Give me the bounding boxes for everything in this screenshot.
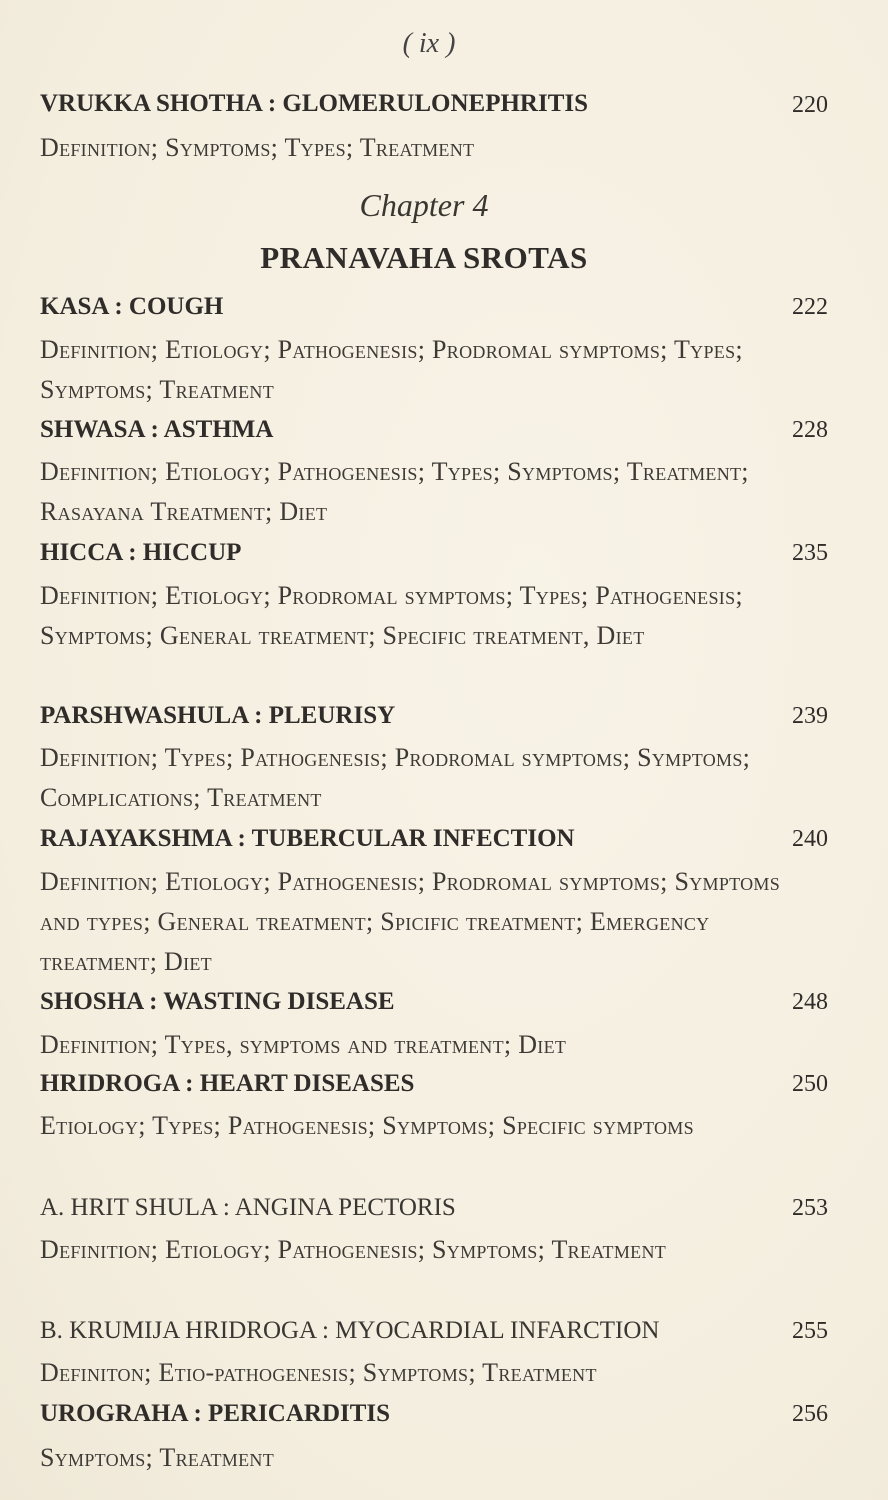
entry-page: 240 (792, 826, 828, 852)
entry-desc: Definition; Etiology; Pathogenesis; Types; Symptoms; Treatment; Rasayana Treatment; Diet (40, 457, 749, 526)
entry-title: B. KRUMIJA HRIDROGA : MYOCARDIAL INFARCTION (40, 1317, 660, 1344)
entry-desc: Etiology; Types; Pathogenesis; Symptoms; Specific symptoms (40, 1111, 694, 1140)
entry-page: 239 (792, 703, 828, 729)
entry-desc: Definition; Etiology; Prodromal symptoms; Types; Pathogenesis; Symptoms; General treatment; Specific treatment, Diet (40, 581, 743, 650)
entry-title: HICCA : HICCUP (40, 539, 242, 566)
entry-page: 255 (792, 1318, 828, 1344)
entry-page: 253 (792, 1195, 828, 1221)
page-number: ( ix ) (402, 28, 456, 59)
entry-title: A. HRIT SHULA : ANGINA PECTORIS (40, 1194, 456, 1221)
entry-page: 248 (792, 989, 828, 1015)
entry-title: SHOSHA : WASTING DISEASE (40, 988, 395, 1015)
entry-desc: Symptoms; Treatment (40, 1443, 274, 1472)
chapter-label: Chapter 4 (359, 187, 489, 223)
entry-title: HRIDROGA : HEART DISEASES (40, 1070, 415, 1097)
entry-title: PARSHWASHULA : PLEURISY (40, 702, 396, 729)
entry-desc: Definition; Etiology; Pathogenesis; Symptoms; Treatment (40, 1235, 667, 1264)
entry-page-vrukka-shotha: 220 (792, 92, 828, 118)
entry-desc: Definiton; Etio-pathogenesis; Symptoms; Treatment (40, 1358, 597, 1387)
entry-desc: Definition; Etiology; Pathogenesis; Prodromal symptoms; Types; Symptoms; Treatment (40, 335, 743, 404)
entry-page: 250 (792, 1071, 828, 1097)
entry-page: 256 (792, 1401, 828, 1427)
entry-page: 235 (792, 540, 828, 566)
entry-title-vrukka-shotha: VRUKKA SHOTHA : GLOMERULONEPHRITIS (40, 90, 588, 117)
entry-desc: Definition; Types; Pathogenesis; Prodromal symptoms; Symptoms; Complications; Treatment (40, 743, 751, 812)
entry-page: 228 (792, 417, 828, 443)
entry-desc: Definition; Types, symptoms and treatment; Diet (40, 1030, 567, 1059)
entry-title: UROGRAHA : PERICARDITIS (40, 1400, 391, 1427)
entry-title: RAJAYAKSHMA : TUBERCULAR INFECTION (40, 825, 575, 852)
chapter-title: PRANAVAHA SROTAS (260, 240, 588, 275)
entry-page: 222 (792, 294, 828, 320)
entry-title: KASA : COUGH (40, 293, 224, 320)
entry-title: SHWASA : ASTHMA (40, 416, 274, 443)
entry-desc: Definition; Etiology; Pathogenesis; Prodromal symptoms; Symptoms and types; General treatment; Spicific treatment; Emergency treatment; Diet (40, 867, 781, 976)
entry-desc-vrukka-shotha: Definition; Symptoms; Types; Treatment (40, 133, 475, 162)
